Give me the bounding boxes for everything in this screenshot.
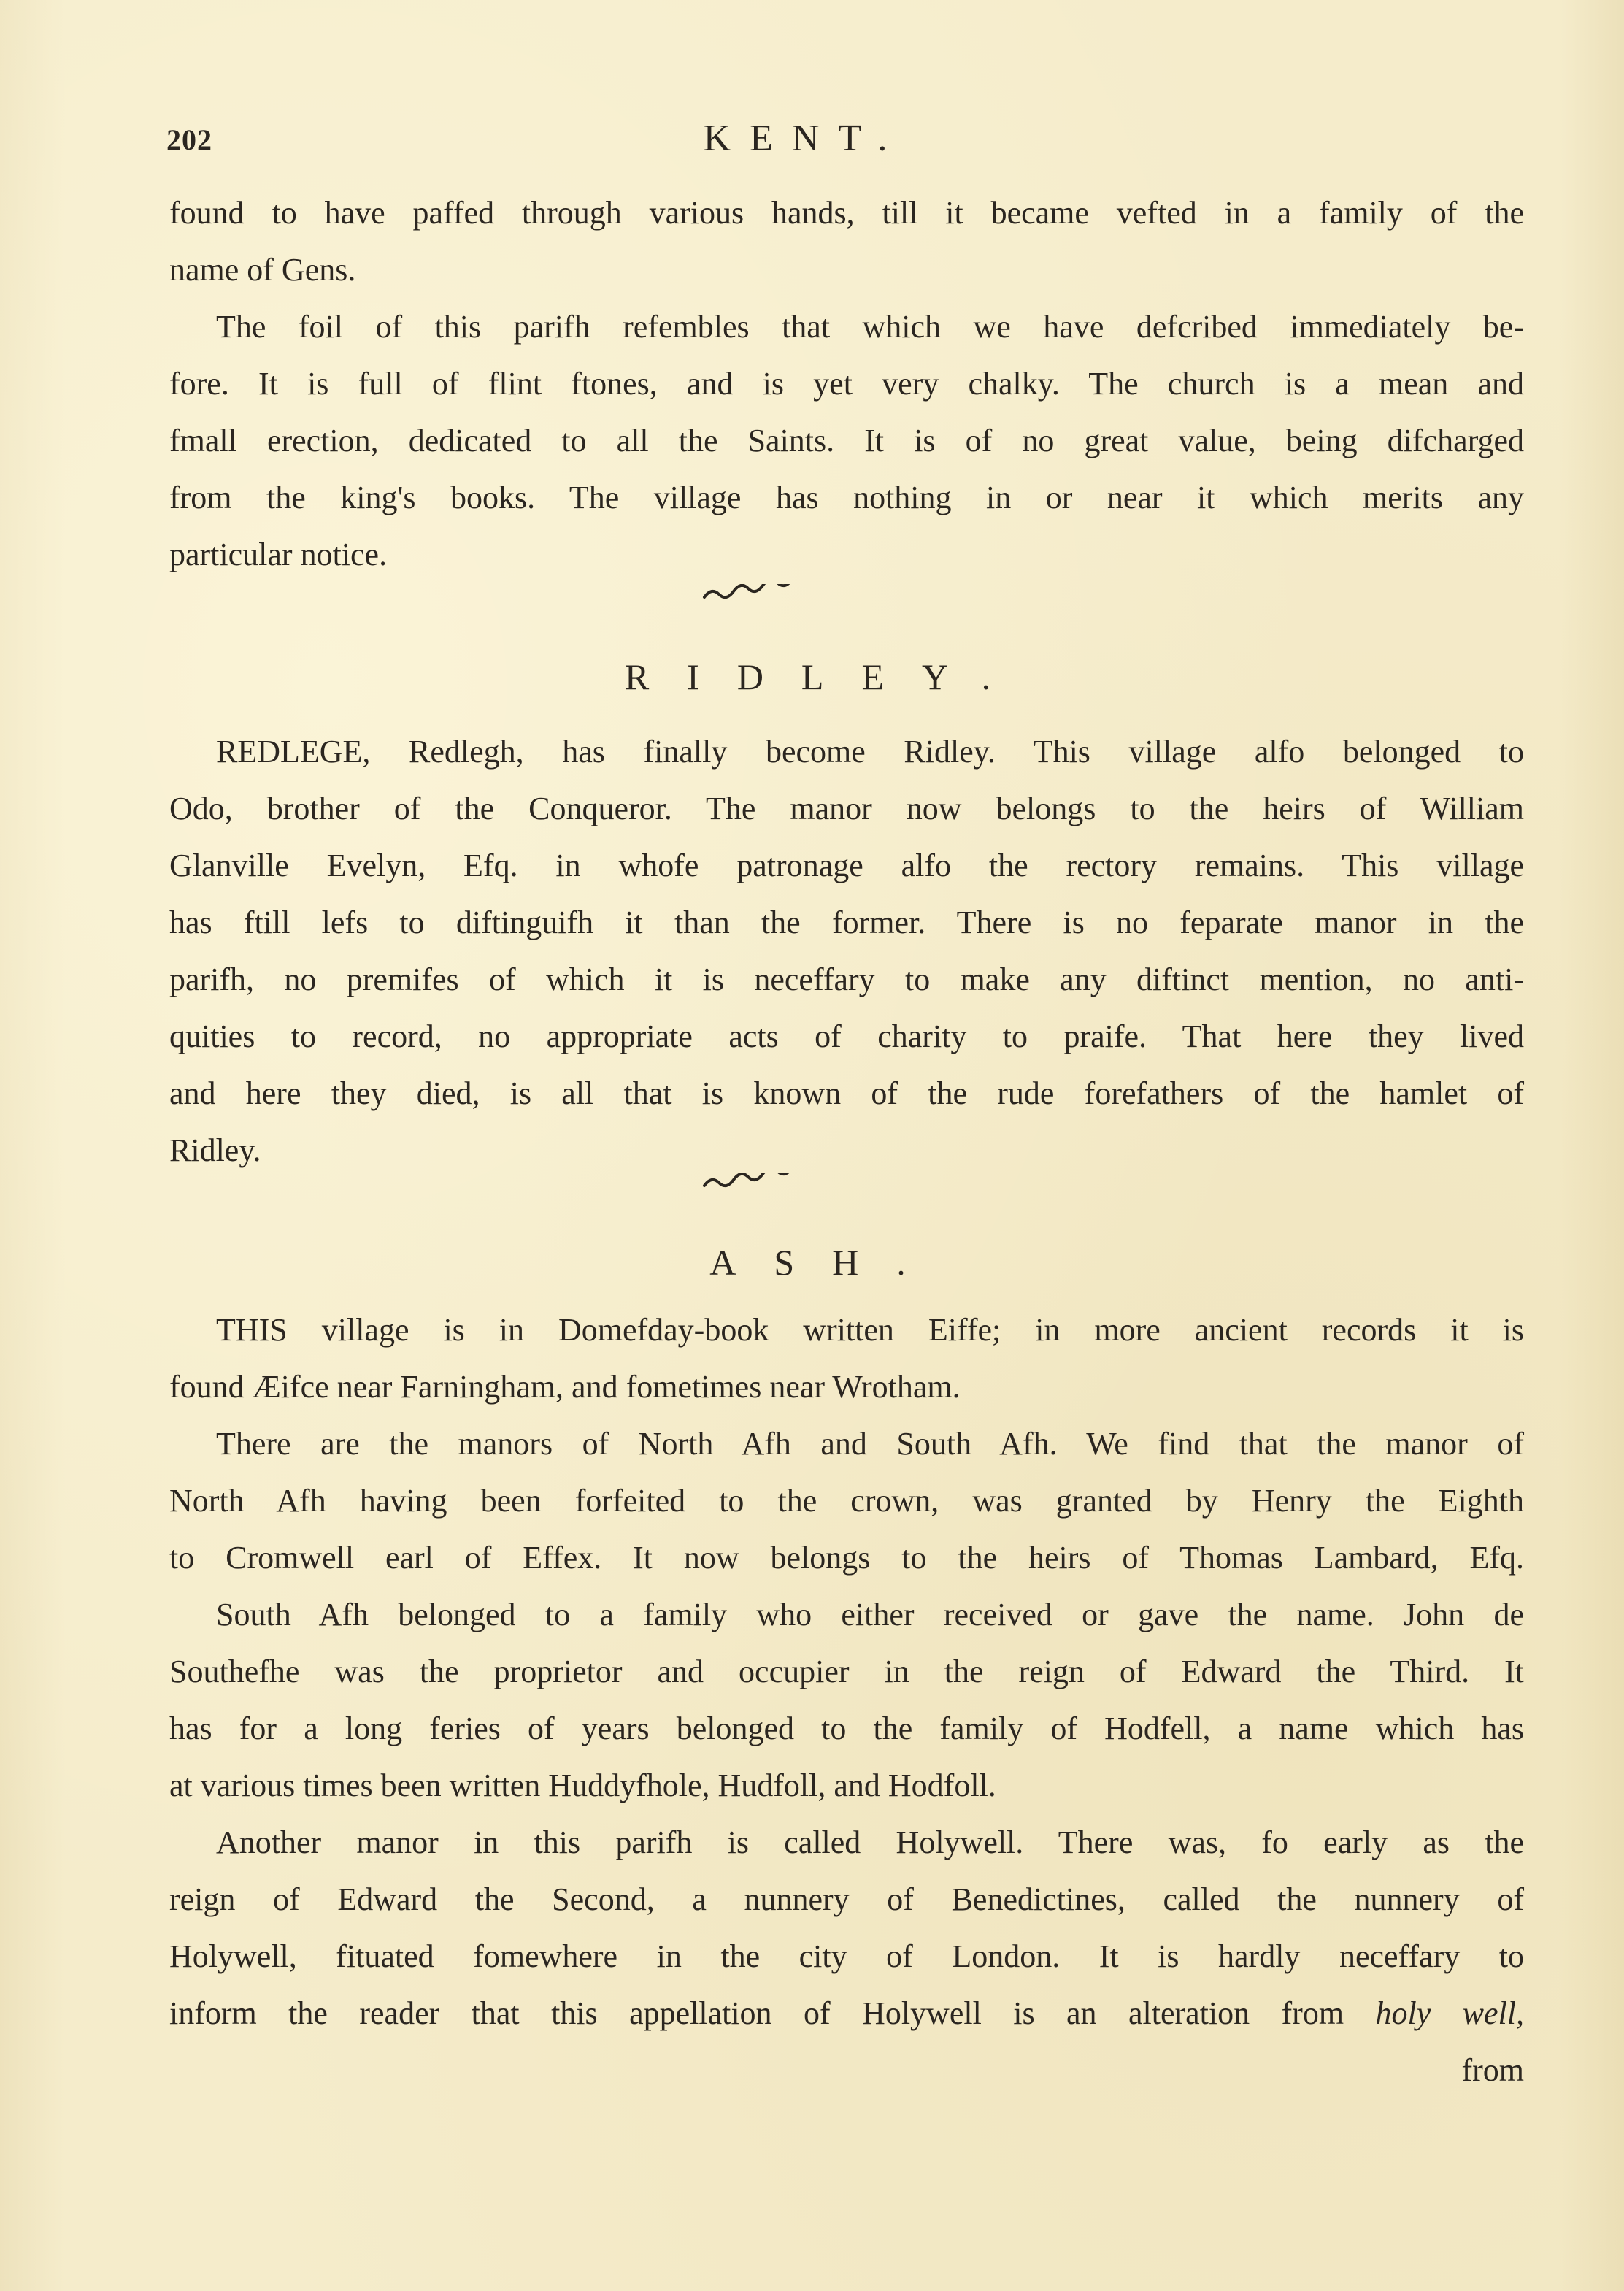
text-line: Southefhe was the proprietor and occupier in the reign of Edward the Third. It <box>169 1654 1524 1689</box>
text-line: THIS village is in Domefday-book written Eiffe; in more ancient records it is <box>216 1312 1524 1348</box>
text-line: The foil of this parifh refembles that which we have defcribed immediately be- <box>216 309 1524 345</box>
text-line: from the king's books. The village has nothing in or near it which merits any <box>169 480 1524 515</box>
text-line: found Æifce near Farningham, and fometimes near Wrotham. <box>169 1369 961 1405</box>
text-line: There are the manors of North Afh and South Afh. We find that the manor of <box>216 1426 1524 1462</box>
text-line: Another manor in this parifh is called Holywell. There was, fo early as the <box>216 1824 1524 1860</box>
text-line-roman: inform the reader that this appellation of Holywell is an alteration from <box>169 1995 1376 2031</box>
text-line: Ridley. <box>169 1132 261 1168</box>
page-header <box>0 117 1624 161</box>
text-line: Odo, brother of the Conqueror. The manor now belongs to the heirs of William <box>169 791 1524 826</box>
text-line: Glanville Evelyn, Efq. in whofe patronage alfo the rectory remains. This village <box>169 848 1524 883</box>
running-head: KENT. <box>703 118 907 159</box>
section-title-ridley: RIDLEY. <box>624 656 1029 697</box>
text-line <box>169 1992 1524 2035</box>
text-line: has ftill lefs to diftinguifh it than the former. There is no feparate manor in the <box>169 905 1524 940</box>
text-line: and here they died, is all that is known of the rude forefathers of the hamlet of <box>169 1075 1524 1111</box>
text-line: reign of Edward the Second, a nunnery of Benedictines, called the nunnery of <box>169 1881 1524 1917</box>
catchword: from <box>1461 2052 1524 2088</box>
text-line: fore. It is full of flint ftones, and is yet very chalky. The church is a mean and <box>169 366 1524 402</box>
text-line: found to have paffed through various hands, till it became vefted in a family of the <box>169 195 1524 231</box>
text-line: REDLEGE, Redlegh, has finally become Ridley. This village alfo belonged to <box>216 734 1524 770</box>
text-line: particular notice. <box>169 537 388 572</box>
page-number: 202 <box>166 123 212 156</box>
text-line: Holywell, fituated fomewhere in the city of London. It is hardly neceffary to <box>169 1938 1524 1974</box>
text-line: quities to record, no appropriate acts of charity to praife. That here they lived <box>169 1018 1524 1054</box>
text-line: North Afh having been forfeited to the crown, was granted by Henry the Eighth <box>169 1483 1524 1519</box>
text-line: name of Gens. <box>169 252 356 288</box>
text-line: has for a long feries of years belonged to the family of Hodfell, a name which has <box>169 1711 1524 1746</box>
text-line: fmall erection, dedicated to all the Saints. It is of no great value, being difcharged <box>169 423 1524 458</box>
text-line: South Afh belonged to a family who either received or gave the name. John de <box>216 1597 1524 1632</box>
italic-phrase: holy well, <box>1375 1995 1524 2031</box>
section-divider-ornament <box>701 1173 1000 1194</box>
text-line: parifh, no premifes of which it is neceffary to make any diftinct mention, no anti- <box>169 962 1524 997</box>
text-line: at various times been written Huddyfhole, Hudfoll, and Hodfoll. <box>169 1768 996 1803</box>
text-line: to Cromwell earl of Effex. It now belongs to the heirs of Thomas Lambard, Efq. <box>169 1540 1524 1576</box>
section-title-ash: ASH. <box>709 1242 944 1283</box>
section-divider-ornament <box>701 584 1000 606</box>
